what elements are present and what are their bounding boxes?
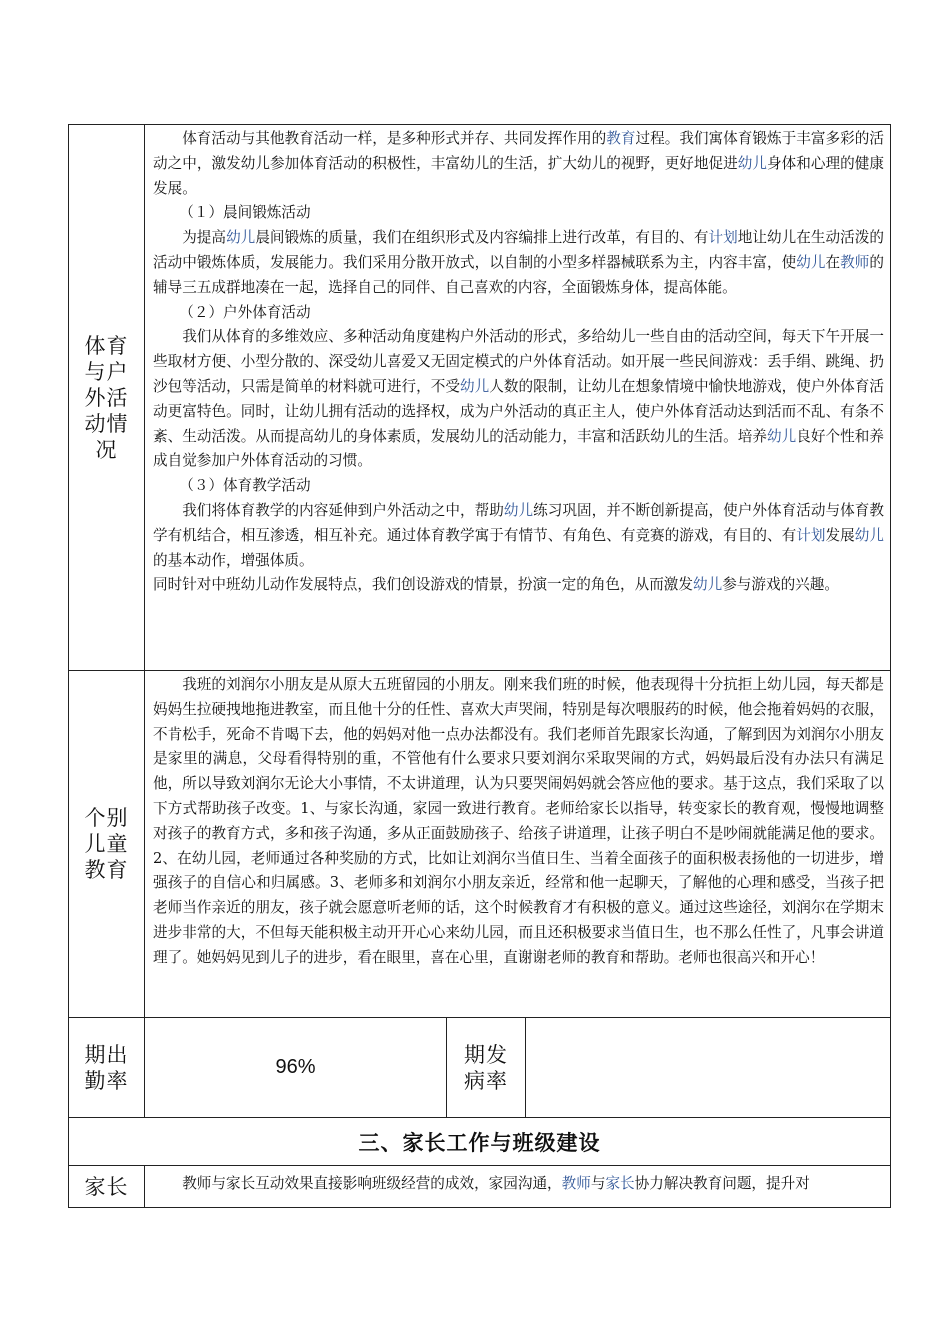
term-link[interactable]: 幼儿 <box>854 526 884 544</box>
term-link[interactable]: 家长 <box>605 1175 635 1192</box>
term-link[interactable]: 幼儿 <box>460 377 490 395</box>
paragraph-text: 身体和心理的健康发展。 <box>153 154 884 197</box>
section-title: 三、家长工作与班级建设 <box>69 1118 891 1166</box>
paragraph-text: 参与游戏的兴趣。 <box>722 576 839 594</box>
pe-label-cell <box>69 125 145 671</box>
paragraph-text: 的辅导三五成群地凑在一起，选择自己的同伴、自己喜欢的内容，全面锻炼身体，提高体能。 <box>153 253 884 296</box>
paragraph-text: 的基本动作，增强体质。 <box>153 551 314 569</box>
parents-content <box>145 1166 891 1208</box>
paragraph <box>153 474 884 499</box>
paragraph-text: 我班的刘润尔小朋友是从原大五班留园的小朋友。刚来我们班的时候，他表现得十分抗拒上幼儿园，每天都是妈妈生拉硬拽地拖进教室，而且他十分的任性、喜欢大声哭闹，特别是每次喂服药的时候，他会拖着妈妈的衣服，不肯松手，死命不肯喝下去，他的妈妈对他一点办法都没有。我们老师首先跟家长沟通，了解到因为刘润尔小朋友是家里的满息，父母看得特别的重，不管他有什么要求只要刘润尔采取哭闹的方式，妈妈最后没有办法只有满足他，所以导致刘润尔无论大小事情，不太讲道理，认为只要哭闹妈妈就会答应他的要求。基于这点，我们采取了以下方式帮助孩子改变。1、与家长沟通，家园一致进行教育。老师给家长以指导，转变家长的教育观，慢慢地调整对孩子的教育方式，多和孩子沟通，多从正面鼓励孩子、给孩子讲道理，让孩子明白不是吵闹就能满足他的要求。2、在幼儿园，老师通过各种奖励的方式，比如让刘润尔当值日生、当着全面孩子的面积极表扬他的一切进步，增强孩子的自信心和归属感。3、老师多和刘润尔小朋友亲近，经常和他一起聊天，了解他的心理和感受，当孩子把老师当作亲近的朋友，孩子就会愿意听老师的话，这个时候教育才有积极的意义。通过这些途径，刘润尔在学期末进步非常的大，不但每天能积极主动开开心心来幼儿园，而且还积极要求当值日生，也不那么任性了，凡事会讲道理了。她妈妈见到儿子的进步，看在眼里，喜在心里，直谢谢老师的教育和帮助。老师也很高兴和开心！ <box>153 676 884 966</box>
term-link[interactable]: 计划 <box>796 526 826 544</box>
report-table <box>68 124 891 1208</box>
term-link[interactable]: 幼儿 <box>737 154 768 172</box>
paragraph-text: （１）晨间锻炼活动 <box>179 204 311 222</box>
parents-label-cell <box>69 1166 145 1208</box>
individual-content <box>145 671 891 1018</box>
term-link[interactable]: 幼儿 <box>796 253 826 271</box>
pe-label: 体育与户外活动情况 <box>84 333 129 462</box>
term-link[interactable]: 幼儿 <box>767 427 797 445</box>
term-link[interactable]: 教师 <box>840 253 870 271</box>
term-link[interactable]: 幼儿 <box>503 501 534 519</box>
term-link[interactable]: 教育 <box>606 130 636 147</box>
paragraph-text: 与 <box>590 1175 606 1192</box>
paragraph <box>153 573 884 598</box>
paragraph <box>153 1172 884 1197</box>
attendance-row <box>69 1018 891 1118</box>
paragraph-text: 在 <box>825 253 841 271</box>
term-link[interactable]: 幼儿 <box>692 576 723 594</box>
sick-value <box>526 1018 891 1118</box>
paragraph-text: 地让幼儿在生动活泼的活动中锻炼体质，发展能力。我们采用分散开放式，以自制的小型多样器械联系为主，内容丰富，使 <box>153 229 884 271</box>
paragraph <box>153 201 884 226</box>
term-link[interactable]: 幼儿 <box>226 229 256 247</box>
sick-label-cell <box>447 1018 526 1118</box>
paragraph-text: 我们将体育教学的内容延伸到户外活动之中，帮助 <box>182 501 504 519</box>
paragraph <box>153 499 884 573</box>
individual-label: 个别儿童教育 <box>84 806 129 882</box>
attendance-label-cell <box>69 1018 145 1118</box>
paragraph <box>153 226 884 300</box>
parents-label: 家长 <box>84 1174 129 1199</box>
paragraph <box>153 301 884 326</box>
paragraph <box>153 127 884 201</box>
paragraph-text: 良好个性和养成自觉参加户外体育活动的习惯。 <box>153 427 884 470</box>
paragraph <box>153 325 884 474</box>
sick-label: 期发病率 <box>464 1042 508 1093</box>
paragraph-text: 晨间锻炼的质量，我们在组织形式及内容编排上进行改革，有目的、有 <box>255 229 709 247</box>
attendance-value: 96% <box>145 1018 447 1118</box>
paragraph-text: 过程。我们寓体育锻炼于丰富多彩的活动之中，激发幼儿参加体育活动的积极性，丰富幼儿的生活，扩大幼儿的视野，更好地促进 <box>153 130 884 172</box>
paragraph-text: 同时针对中班幼儿动作发展特点，我们创设游戏的情景，扮演一定的角色，从而激发 <box>153 576 693 594</box>
pe-content <box>145 125 891 671</box>
paragraph-text: 为提高 <box>182 229 227 247</box>
term-link[interactable]: 教师 <box>561 1175 591 1192</box>
individual-label-cell <box>69 671 145 1018</box>
paragraph-text: 体育活动与其他教育活动一样，是多种形式并存、共同发挥作用的 <box>182 130 607 147</box>
paragraph-text: 我们从体育的多维效应、多种活动角度建构户外活动的形式，多给幼儿一些自由的活动空间，每天下午开展一些取材方便、小型分散的、深受幼儿喜爱又无固定模式的户外体育活动。如开展一些民间游戏：丢手绢、跳绳、扔沙包等活动，只需是简单的材料就可进行，不受 <box>153 328 884 395</box>
paragraph-text: 协力解决教育问题，提升对 <box>634 1175 810 1192</box>
paragraph-text: （２）户外体育活动 <box>179 303 311 321</box>
paragraph-text: （３）体育教学活动 <box>179 477 311 495</box>
pe-row <box>69 125 891 671</box>
section-row <box>69 1118 891 1166</box>
paragraph-text: 人数的限制，让幼儿在想象情境中愉快地游戏，使户外体育活动更富特色。同时，让幼儿拥有活动的选择权，成为户外活动的真正主人，使户外体育活动达到活而不乱、有条不紊、生动活泼。从而提高幼儿的身体素质，发展幼儿的活动能力，丰富和活跃幼儿的生活。培养 <box>153 377 884 445</box>
paragraph-text: 教师与家长互动效果直接影响班级经营的成效，家园沟通， <box>182 1175 562 1192</box>
parents-row <box>69 1166 891 1208</box>
paragraph-text: 发展 <box>825 526 855 544</box>
attendance-label: 期出勤率 <box>84 1042 129 1093</box>
paragraph <box>153 673 884 971</box>
paragraph-text: 练习巩固，并不断创新提高，使户外体育活动与体育教学有机结合，相互渗透，相互补充。通过体育教学寓于有情节、有角色、有竞赛的游戏，有目的、有 <box>153 501 884 544</box>
term-link[interactable]: 计划 <box>708 229 738 247</box>
individual-row <box>69 671 891 1018</box>
